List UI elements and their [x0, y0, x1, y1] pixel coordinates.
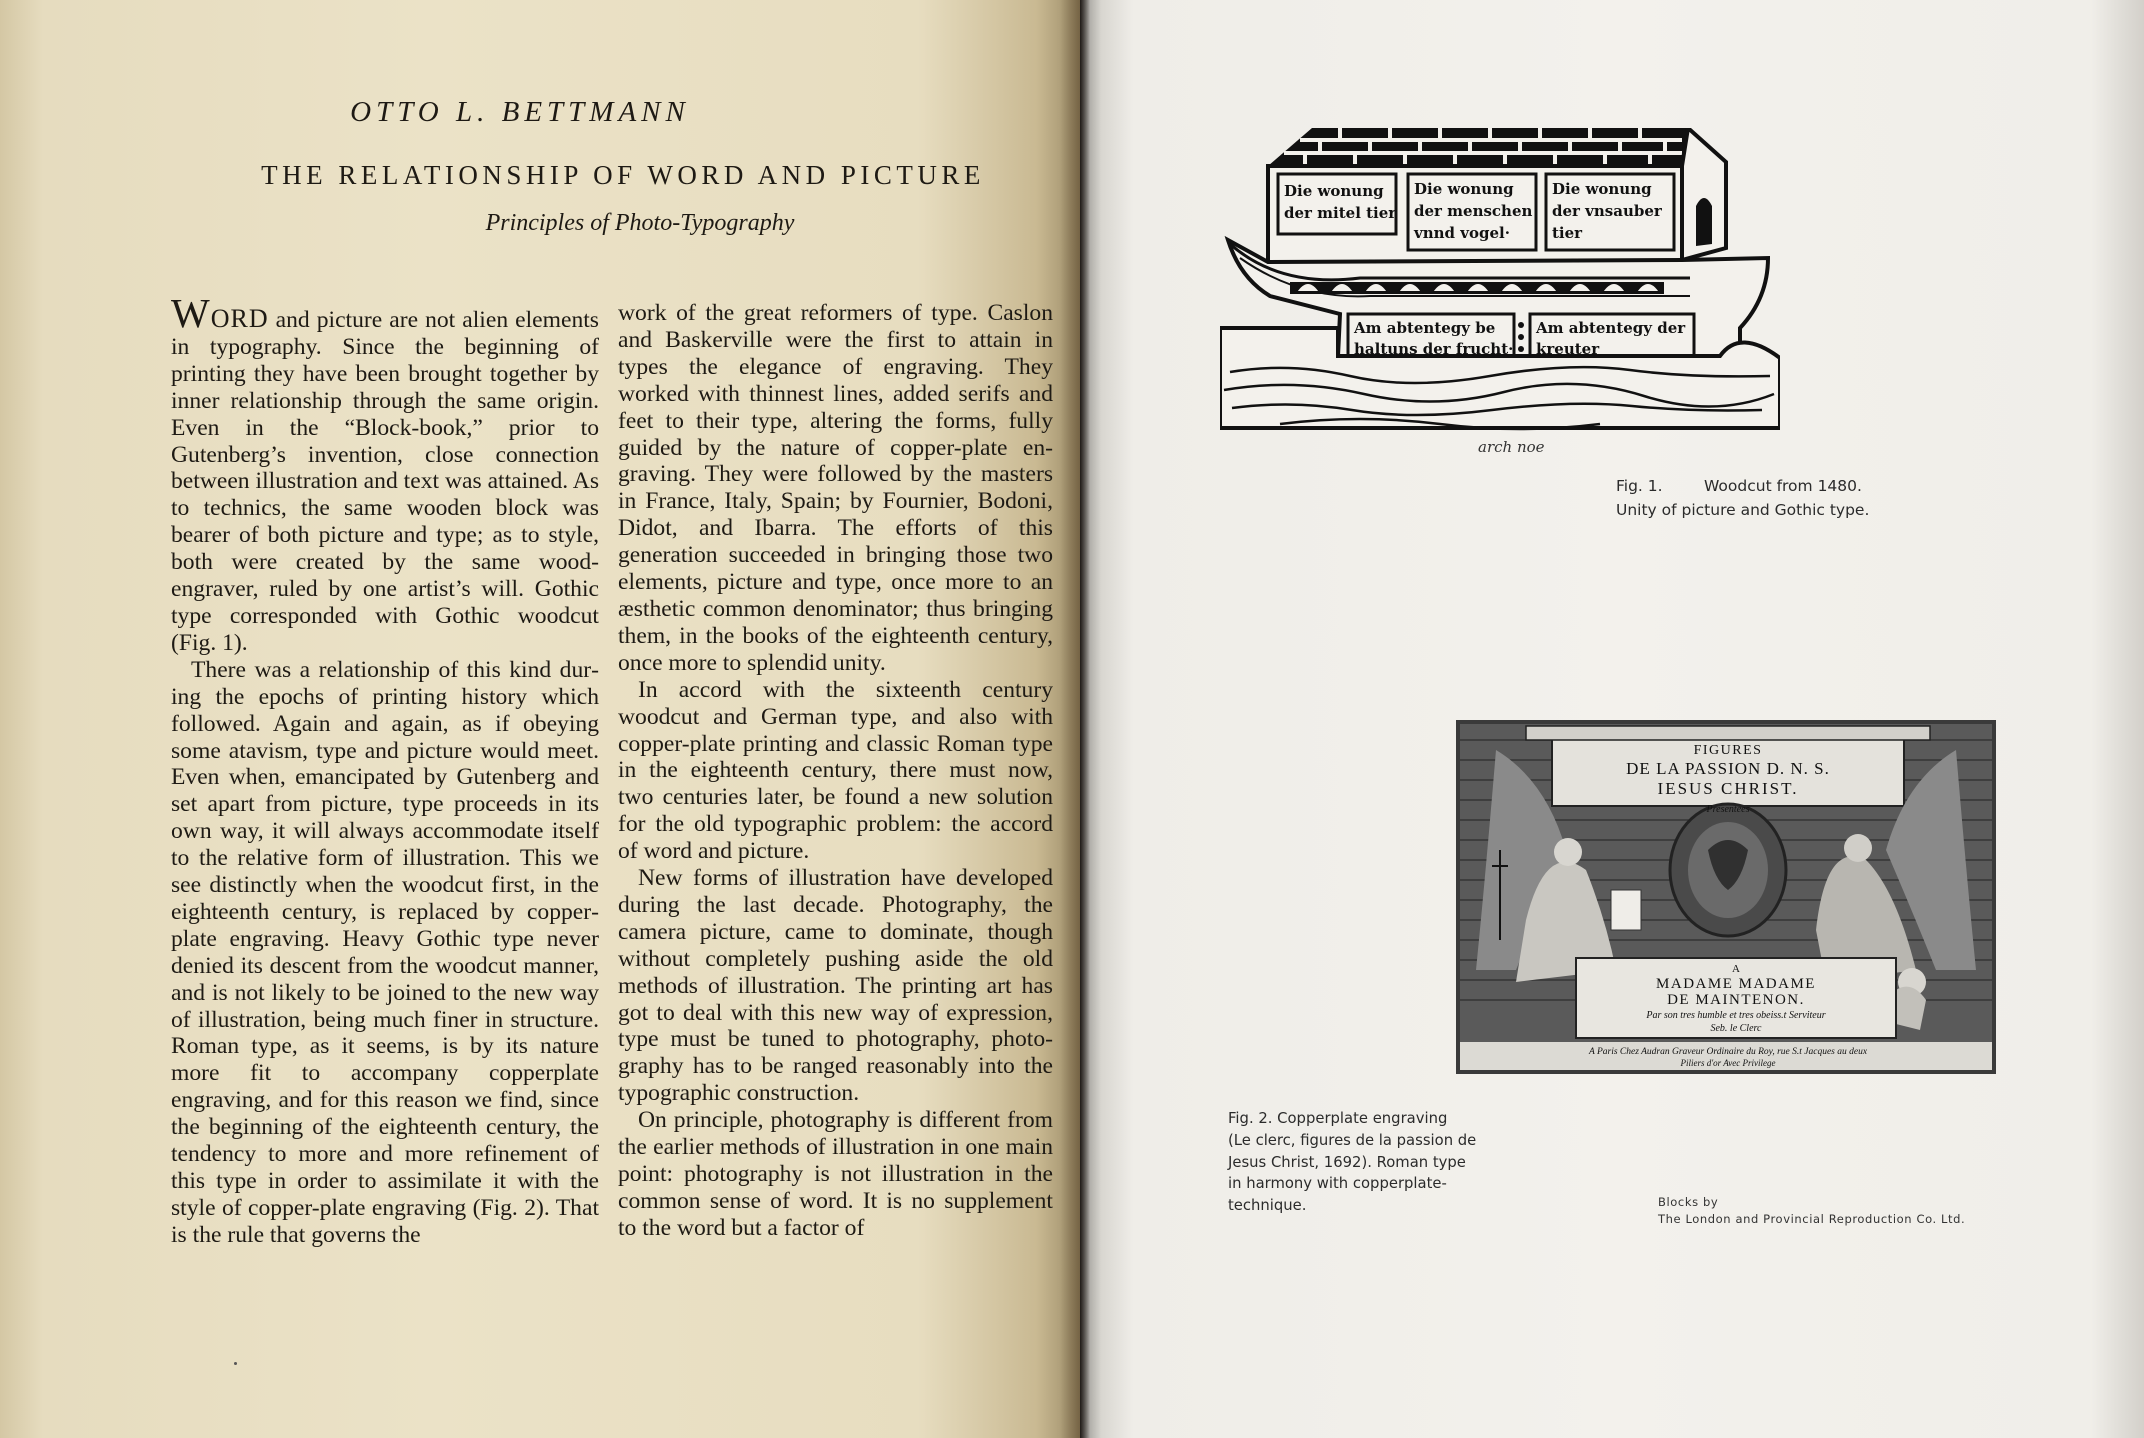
paragraph: New forms of illustration have developed during the last decade. Photography, the camera picture, came to dominate, though without completely pushing aside the old methods of illustration. The printing art has got to deal with this new way of expression, type must be tuned to photography, photography has to be ranged reasonably into the typographic construction. [618, 865, 1053, 1107]
caption-line: (Le clerc, figures de la passion de [1228, 1131, 1477, 1149]
copperplate-engraving-figure [1456, 720, 1996, 1074]
printer-credit [1658, 1194, 1998, 1228]
credit-line: The London and Provincial Reproduction Co. Ltd. [1658, 1212, 1966, 1226]
plate-text: DE LA PASSION D. N. S. [1626, 759, 1830, 778]
ark-label: Am abtentegy der [1536, 319, 1686, 337]
ark-label: der menschen [1414, 202, 1533, 220]
plate-text: MADAME MADAME [1656, 976, 1816, 992]
page-edge-shadow [1080, 0, 1090, 1438]
plate-text: Par son tres humble et tres obeiss.t Serviteur [1646, 1010, 1826, 1021]
caption-line [1616, 474, 1916, 498]
paragraph: There was a relationship of this kind during the epochs of printing history which followed. Again and again, as if obeying some atavism, type and picture would meet. Even when, emancipated by Gutenberg and set apart from picture, type proceeds in its own way, it will always accommodate itself to the relative form of illustration. This we see distinctly when the woodcut first, in the eighteenth century, is replaced by copperplate engraving. Heavy Gothic type never denied its descent from the woodcut manner, and is not likely to be joined to the new way of illustration, being much finer in structure. Roman type, as it seems, is by its nature more fit to accompany copperplate engraving, and for this reason we find, since the beginning of the eighteenth century, the tendency to more and more refinement of this type in order to assimilate it with the style of copper-plate engraving (Fig. 2). That is the rule that governs the [171, 656, 599, 1248]
paragraph [171, 290, 599, 657]
ark-label: der vnsauber [1552, 202, 1662, 220]
print-speck [234, 1362, 237, 1365]
woodcut-ark-figure [1220, 128, 1780, 438]
author-name: OTTO L. BETTMANN [350, 96, 690, 128]
woodcut-signature: arch noe [1478, 438, 1545, 456]
paragraph: work of the great reformers of type. Caslon and Baskerville were the first to attain in types the elegance of engraving. They worked with thinnest lines, added serifs and feet to their type, altering the forms, fully guided by the nature of copper-plate engraving. They were followed by the masters in France, Italy, Spain; by Fournier, Bodoni, Didot, and Ibarra. The efforts of this generation succeeded in bringing those two elements, picture and type, once more to an æsthetic common denominator; thus bringing them, in the books of the eighteenth century, once more to splendid unity. [618, 300, 1053, 676]
figure-number: Fig. 1. [1616, 477, 1663, 495]
ark-label: tier [1552, 224, 1583, 242]
caption-line: technique. [1228, 1197, 1307, 1215]
caption-line: in harmony with copperplate- [1228, 1175, 1447, 1193]
ark-label: der mitel tier [1284, 204, 1397, 222]
plate-text: FIGURES [1693, 743, 1763, 758]
plate-text: Presentees [1706, 804, 1750, 815]
ark-label: Die wonung [1284, 182, 1384, 200]
plate-text: DE MAINTENON. [1667, 992, 1805, 1008]
ark-label: vnnd vogel· [1414, 224, 1510, 242]
credit-line: Blocks by [1658, 1195, 1719, 1209]
ark-label: Die wonung [1414, 180, 1514, 198]
plate-text: IESUS CHRIST. [1657, 779, 1799, 798]
paragraph: On principle, photography is different from the earlier methods of illustration in one main point: photography is not illustration in the common sense of word. It is no supplement to the word but a factor of [618, 1107, 1053, 1241]
paragraph-text: and picture are not alien elements in typography. Since the beginning of printing they have been brought together by inner relationship through the same origin. Even in the “Block-book,” prior to Gutenberg’s invention, close connection between illustration and text was attained. As to technics, the same wooden block was bearer of both picture and type; as to style, both were created by the same wood-engraver, ruled by one artist’s will. Gothic type corresponded with Gothic woodcut (Fig. 1). [171, 307, 599, 656]
caption-line: Fig. 2. Copperplate engraving [1228, 1110, 1448, 1127]
article-title: THE RELATIONSHIP OF WORD AND PICTURE [261, 160, 985, 190]
ark-label: haltuns der frucht· [1354, 340, 1514, 358]
caption-line: Jesus Christ, 1692). Roman type [1228, 1153, 1466, 1171]
paragraph: In accord with the sixteenth century woodcut and German type, and also with copper-plate printing and classic Roman type in the eighteenth century, there must now, two centuries later, be found a new solution for the old typographic problem: the accord of word and picture. [618, 676, 1053, 865]
figure-1-caption [1616, 474, 1916, 522]
text-column-2 [618, 300, 1053, 1242]
figure-2-caption [1228, 1108, 1484, 1217]
ark-label: kreuter [1536, 340, 1600, 358]
drop-cap: W [171, 290, 211, 336]
caption-line: Unity of picture and Gothic type. [1616, 501, 1870, 519]
ark-label: Am abtentegy be [1354, 319, 1496, 337]
plate-text: Seb. le Clerc [1710, 1023, 1762, 1034]
small-caps-word: ORD [210, 304, 269, 333]
text-column-1 [171, 290, 599, 1249]
article-subtitle: Principles of Photo-Typography [485, 210, 795, 236]
plate-text: A Paris Chez Audran Graveur Ordinaire du Roy, rue S.t Jacques au deux [1588, 1047, 1868, 1057]
plate-text: Piliers d'or Avec Privilege [1680, 1058, 1776, 1068]
ark-label: Die wonung [1552, 180, 1652, 198]
caption-text: Woodcut from 1480. [1704, 477, 1862, 495]
plate-text: A [1732, 963, 1740, 975]
